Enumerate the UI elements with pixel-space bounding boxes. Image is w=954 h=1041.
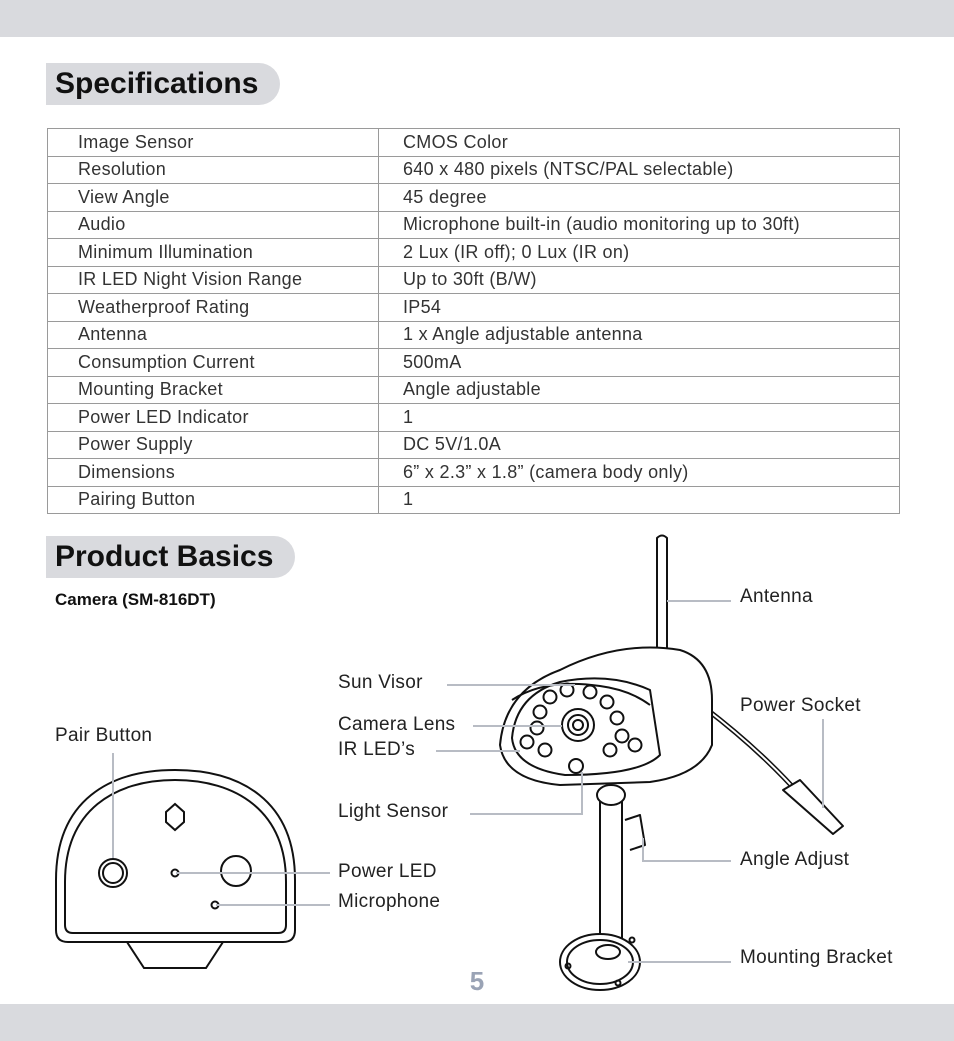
spec-value: 640 x 480 pixels (NTSC/PAL selectable)	[379, 156, 900, 184]
spec-value: 45 degree	[379, 184, 900, 212]
light-sensor-label: Light Sensor	[338, 801, 449, 822]
power-socket-label: Power Socket	[740, 695, 861, 716]
spec-value: Angle adjustable	[379, 376, 900, 404]
speaker-port-icon	[221, 856, 251, 886]
mounting-bracket-label: Mounting Bracket	[740, 947, 893, 968]
spec-label: View Angle	[48, 184, 379, 212]
spec-label: IR LED Night Vision Range	[48, 266, 379, 294]
leader-lines	[113, 601, 823, 962]
spec-label: Image Sensor	[48, 129, 379, 157]
antenna-label: Antenna	[740, 586, 813, 607]
camera-model-subtitle: Camera (SM-816DT)	[55, 590, 216, 609]
spec-label: Power Supply	[48, 431, 379, 459]
spec-value: 500mA	[379, 349, 900, 377]
power-led-label: Power LED	[338, 861, 437, 882]
spec-label: Minimum Illumination	[48, 239, 379, 267]
spec-value: 1	[379, 486, 900, 514]
pair-button-label: Pair Button	[55, 725, 153, 746]
spec-label: Antenna	[48, 321, 379, 349]
spec-value: IP54	[379, 294, 900, 322]
spec-label: Pairing Button	[48, 486, 379, 514]
screw-hex-icon	[166, 804, 184, 830]
antenna-icon	[657, 536, 667, 661]
spec-value: 6” x 2.3” x 1.8” (camera body only)	[379, 459, 900, 487]
specifications-heading: Specifications	[46, 63, 280, 105]
spec-value: Microphone built-in (audio monitoring up to 30ft)	[379, 211, 900, 239]
camera-lens-label: Camera Lens	[338, 714, 456, 735]
spec-label: Resolution	[48, 156, 379, 184]
spec-value: CMOS Color	[379, 129, 900, 157]
page-number: 5	[469, 966, 485, 996]
ir-leds-label: IR LED’s	[338, 739, 416, 760]
camera-back-illustration	[56, 770, 295, 968]
spec-label: Power LED Indicator	[48, 404, 379, 432]
spec-value: Up to 30ft (B/W)	[379, 266, 900, 294]
spec-value: 1 x Angle adjustable antenna	[379, 321, 900, 349]
power-socket-icon	[783, 780, 843, 834]
angle-adjust-label: Angle Adjust	[740, 849, 850, 870]
spec-value: 1	[379, 404, 900, 432]
spec-value: DC 5V/1.0A	[379, 431, 900, 459]
spec-label: Mounting Bracket	[48, 376, 379, 404]
product-basics-heading: Product Basics	[46, 536, 295, 578]
spec-label: Audio	[48, 211, 379, 239]
microphone-label: Microphone	[338, 891, 441, 912]
spec-label: Weatherproof Rating	[48, 294, 379, 322]
spec-value: 2 Lux (IR off); 0 Lux (IR on)	[379, 239, 900, 267]
sun-visor-label: Sun Visor	[338, 672, 423, 693]
spec-label: Dimensions	[48, 459, 379, 487]
spec-label: Consumption Current	[48, 349, 379, 377]
